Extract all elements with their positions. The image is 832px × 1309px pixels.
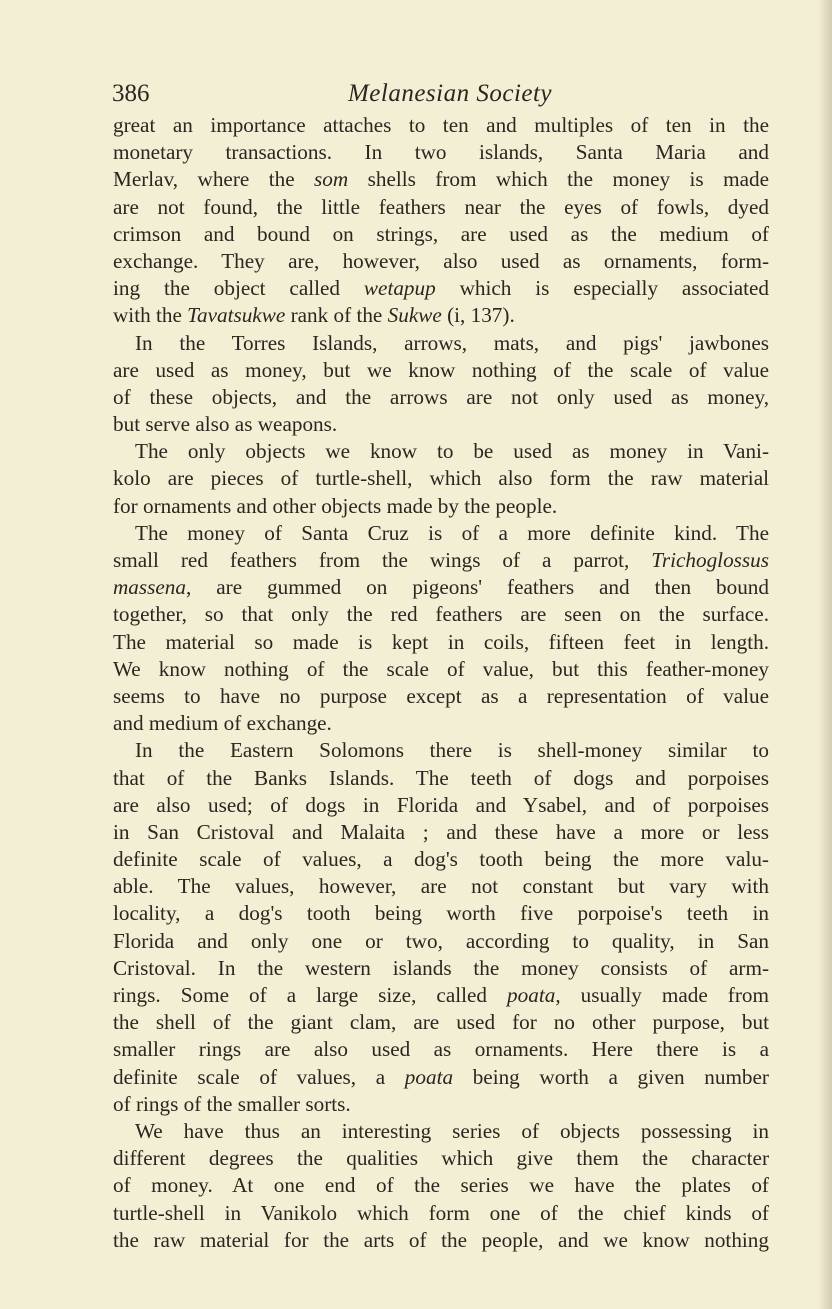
text-line xyxy=(113,1118,769,1145)
italic-term: wetapup xyxy=(363,276,436,301)
text-span: of rings of the smaller sorts. xyxy=(113,1091,351,1116)
text-line xyxy=(113,248,769,275)
text-span: rank of the xyxy=(285,303,388,328)
text-span: Cristoval. In the western islands the money consists of arm- xyxy=(113,955,769,980)
text-span: Florida and only one or two, according to quality, in San xyxy=(113,928,769,953)
text-span: We know nothing of the scale of value, but this feather-money xyxy=(113,656,769,681)
text-span: kolo are pieces of turtle-shell, which also form the raw material xyxy=(113,466,769,491)
text-span: are not found, the little feathers near the eyes of fowls, dyed xyxy=(113,194,769,219)
text-line xyxy=(113,737,769,764)
text-line xyxy=(113,1172,769,1199)
text-line xyxy=(113,629,769,656)
italic-term: poata xyxy=(507,983,556,1007)
text-line xyxy=(113,493,769,520)
text-line xyxy=(113,520,769,547)
page-number: 386 xyxy=(112,80,150,107)
text-span: , usually made from xyxy=(555,983,769,1007)
text-line xyxy=(113,275,769,302)
text-span: , are gummed on pigeons' feathers and then bound xyxy=(185,575,769,600)
text-span: which is especially associated xyxy=(435,276,769,301)
text-line xyxy=(113,384,769,411)
text-line xyxy=(113,846,769,873)
text-span: rings. Some of a large size, called xyxy=(113,983,508,1007)
text-span: small red feathers from the wings of a parrot, xyxy=(113,548,652,572)
text-span: the shell of the giant clam, are used for no other purpose, but xyxy=(113,1010,769,1035)
text-span: that of the Banks Islands. The teeth of dogs and porpoises xyxy=(113,765,769,790)
text-line xyxy=(113,765,769,792)
text-span: locality, a dog's tooth being worth five porpoise's teeth in xyxy=(113,901,769,926)
text-span: (i, 137). xyxy=(441,303,515,328)
page-edge-shadow xyxy=(818,0,832,1309)
text-line xyxy=(113,547,769,574)
text-line xyxy=(113,1200,769,1227)
text-line xyxy=(113,1036,769,1063)
text-span: for ornaments and other objects made by the people. xyxy=(113,493,558,518)
text-span: In the Torres Islands, arrows, mats, and pigs' jawbones xyxy=(135,330,769,355)
text-span: exchange. They are, however, also used as ornaments, form- xyxy=(113,248,769,273)
text-span: are also used; of dogs in Florida and Ysabel, and of porpoises xyxy=(113,792,769,817)
text-span: ing the object called xyxy=(113,276,364,301)
text-span: smaller rings are also used as ornaments. Here there is a xyxy=(113,1037,769,1062)
text-line xyxy=(113,1064,769,1091)
text-span: In the Eastern Solomons there is shell-money similar to xyxy=(135,738,769,763)
text-span: Merlav, where the xyxy=(113,167,315,192)
text-span: able. The values, however, are not constant but vary with xyxy=(113,874,769,899)
text-line xyxy=(113,656,769,683)
text-span: with the xyxy=(113,303,188,328)
text-line xyxy=(113,194,769,221)
text-line xyxy=(113,1091,769,1118)
text-span: definite scale of values, a xyxy=(113,1064,405,1089)
text-line xyxy=(113,221,769,248)
text-line xyxy=(113,574,769,601)
text-span: the raw material for the arts of the people, and we know nothing xyxy=(113,1227,769,1252)
text-line xyxy=(113,1227,769,1254)
text-line xyxy=(113,982,769,1009)
text-line xyxy=(113,411,769,438)
text-span: crimson and bound on strings, are used as the medium of xyxy=(113,221,769,246)
italic-term: massena xyxy=(113,575,186,600)
text-line xyxy=(113,112,769,139)
text-line xyxy=(113,601,769,628)
text-span: The money of Santa Cruz is of a more definite kind. The xyxy=(135,520,769,545)
text-line xyxy=(113,710,769,737)
text-line xyxy=(113,1145,769,1172)
body-text xyxy=(113,112,769,1254)
text-span: of these objects, and the arrows are not only used as money, xyxy=(113,384,769,409)
text-span: great an importance attaches to ten and multiples of ten in the xyxy=(113,113,769,137)
text-span: being worth a given number xyxy=(453,1064,769,1089)
text-line xyxy=(113,928,769,955)
running-title: Melanesian Society xyxy=(347,80,553,107)
text-span: The only objects we know to be used as money in Vani- xyxy=(135,439,769,464)
text-span: The material so made is kept in coils, fifteen feet in length. xyxy=(113,629,769,654)
text-line xyxy=(113,873,769,900)
text-span: shells from which the money is made xyxy=(348,167,769,192)
text-span: definite scale of values, a dog's tooth being the more valu- xyxy=(113,847,769,872)
italic-term: Sukwe xyxy=(387,303,442,328)
text-line xyxy=(113,438,769,465)
text-span: in San Cristoval and Malaita ; and these have a more or less xyxy=(113,819,769,844)
text-span: are used as money, but we know nothing of the scale of value xyxy=(113,357,769,382)
italic-term: Tavatsukwe xyxy=(187,303,286,328)
text-span: turtle-shell in Vanikolo which form one of the chief kinds of xyxy=(113,1200,769,1225)
text-line xyxy=(113,166,769,193)
text-line xyxy=(113,819,769,846)
italic-term: poata xyxy=(404,1064,454,1089)
text-line xyxy=(113,465,769,492)
text-line xyxy=(113,330,769,357)
text-line xyxy=(113,683,769,710)
text-span: monetary transactions. In two islands, Santa Maria and xyxy=(113,140,769,165)
text-span: and medium of exchange. xyxy=(113,711,332,736)
text-span: of money. At one end of the series we have the plates of xyxy=(113,1173,769,1198)
text-line xyxy=(113,357,769,384)
italic-term: Trichoglossus xyxy=(651,548,769,572)
text-line xyxy=(113,792,769,819)
text-line xyxy=(113,139,769,166)
italic-term: som xyxy=(314,167,349,192)
text-span: We have thus an interesting series of objects possessing in xyxy=(135,1118,769,1143)
text-line xyxy=(113,1009,769,1036)
text-line xyxy=(113,302,769,329)
text-span: together, so that only the red feathers are seen on the surface. xyxy=(113,602,769,627)
text-span: but serve also as weapons. xyxy=(113,412,338,437)
text-line xyxy=(113,900,769,927)
text-span: different degrees the qualities which give them the character xyxy=(113,1146,769,1171)
text-line xyxy=(113,955,769,982)
text-span: seems to have no purpose except as a representation of value xyxy=(113,683,769,708)
